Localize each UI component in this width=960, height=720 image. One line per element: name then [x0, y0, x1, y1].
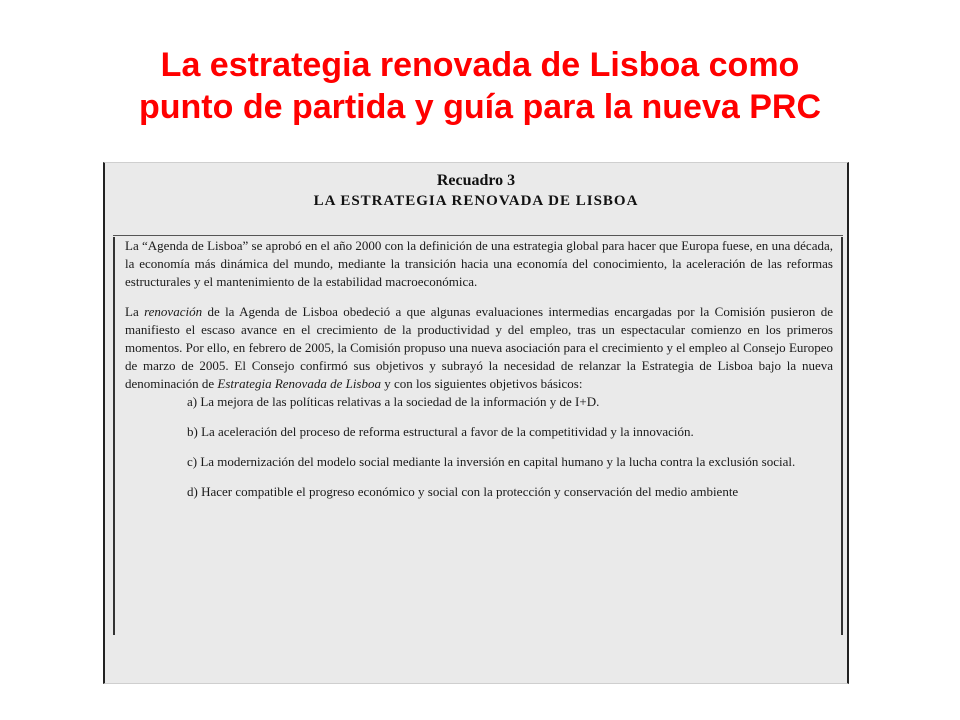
box-heading	[105, 171, 847, 211]
scanned-box-image	[103, 162, 849, 684]
box-title: LA ESTRATEGIA RENOVADA DE LISBOA	[313, 193, 639, 209]
slide-title	[0, 44, 960, 128]
slide-title-line-2: punto de partida y guía para la nueva PRC	[138, 88, 822, 126]
objective-a: a) La mejora de las políticas relativas a la sociedad de la información y de I+D.	[187, 394, 600, 409]
paragraph-renovacion-italic-2: Estrategia Renovada de Lisboa	[217, 376, 381, 391]
objective-b: b) La aceleración del proceso de reforma estructural a favor de la competitividad y la innovación.	[187, 424, 694, 439]
paragraph-renovacion-part-2: de la Agenda de Lisboa obedeció a que algunas evaluaciones intermedias encargadas por la Comisión pusieron de manifiesto el escaso avance en el crecimiento de la productividad y del empleo, tras un espectacular comienzo en los primeros momentos. Por ello, en febrero de 2005, la Comisión propuso una nueva asociación para el crecimiento y el empleo al Consejo Europeo de marzo de 2005. El Consejo confirmó sus objetivos y subrayó la necesidad de relanzar la Estrategia de Lisboa bajo la nueva denominación de	[125, 304, 833, 391]
box-body-frame	[113, 237, 843, 635]
paragraph-agenda-lisboa: La “Agenda de Lisboa” se aprobó en el año 2000 con la definición de una estrategia global para hacer que Europa fuese, en una década, la economía más dinámica del mundo, mediante la transición hacia una economía del conocimiento, la aceleración de las reformas estructurales y el mantenimiento de la estabilidad macroeconómica.	[125, 238, 833, 289]
objective-d: d) Hacer compatible el progreso económico y social con la protección y conservación del medio ambiente	[187, 484, 739, 499]
paragraph-renovacion	[125, 303, 833, 393]
objective-c: c) La modernización del modelo social mediante la inversión en capital humano y la lucha contra la exclusión social.	[187, 454, 796, 469]
paragraph-renovacion-part-1: La	[125, 304, 145, 319]
slide-title-line-1: La estrategia renovada de Lisboa como	[160, 46, 800, 84]
box-number: Recuadro 3	[436, 172, 516, 189]
box-top-rule	[113, 235, 843, 236]
paragraph-renovacion-italic-1: renovación	[144, 304, 203, 319]
paragraph-renovacion-part-3: y con los siguientes objetivos básicos:	[381, 376, 583, 391]
box-body-text	[125, 237, 833, 513]
